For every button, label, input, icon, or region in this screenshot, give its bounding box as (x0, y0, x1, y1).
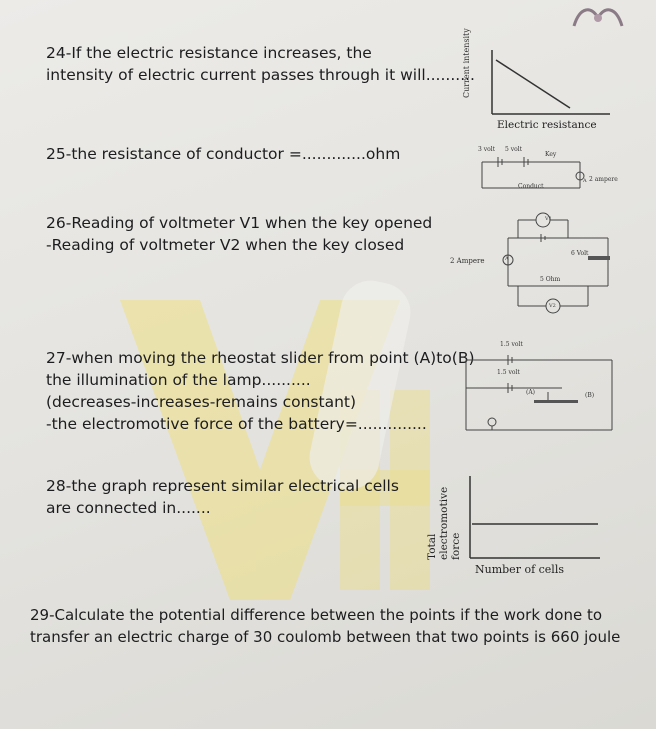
q25-blank: ............. (301, 145, 366, 163)
circuit26-battery: 6 Volt (571, 250, 589, 257)
circuit26-current: 2 Ampere (450, 257, 485, 265)
circuit27-v-inner: 1.5 volt (497, 369, 520, 376)
graph28-xlabel: Number of cells (475, 563, 564, 576)
q27-line4: -the electromotive force of the battery=.............. (46, 415, 427, 433)
circuit27-point-b: (B) (585, 392, 595, 399)
q29-line1: 29-Calculate the potential difference between the points if the work done to (30, 606, 603, 624)
q28-line1: 28-the graph represent similar electrical cells (46, 477, 399, 495)
corner-logo (570, 4, 626, 30)
q27-line1: 27-when moving the rheostat slider from point (A)to(B) (46, 349, 475, 367)
q27-line2: the illumination of the lamp.......... (46, 371, 311, 389)
question-27 (46, 347, 475, 435)
circuit26-resistor: 5 Ohm (540, 276, 561, 283)
graph24-xlabel: Electric resistance (497, 119, 597, 131)
circuit25-key: Key (545, 151, 557, 158)
circuit27-point-a: (A) (526, 389, 536, 396)
question-26 (46, 212, 432, 256)
q27-line3: (decreases-increases-remains constant) (46, 393, 357, 411)
circuit25-current: 2 ampere (589, 176, 618, 183)
question-24 (46, 42, 475, 86)
q25-unit: ohm (365, 145, 401, 163)
question-25 (46, 143, 400, 165)
q26-line2: -Reading of voltmeter V2 when the key closed (46, 236, 405, 254)
q24-line1: 24-If the electric resistance increases, the (46, 44, 372, 62)
circuit27-v-top: 1.5 volt (500, 341, 523, 348)
circuit25-ammeter: A (583, 178, 587, 184)
circuit25-v2: 5 volt (505, 146, 523, 153)
graph24-ylabel: Current intensity (462, 28, 471, 98)
question-28 (46, 475, 399, 519)
q26-line1: 26-Reading of voltmeter V1 when the key opened (46, 214, 433, 232)
q28-line2: are connected in....... (46, 499, 211, 517)
graph-28 (460, 468, 610, 568)
circuit25-v1: 3 volt (478, 146, 496, 153)
graph28-ylabel-line1 (426, 475, 462, 560)
q24-line2: intensity of electric current passes through it will.......... (46, 66, 475, 84)
circuit26-voltmeter2: V2 (549, 303, 556, 309)
question-29 (30, 604, 620, 648)
graph28-ylabel: Total electromotive force (426, 486, 462, 560)
q29-line2: transfer an electric charge of 30 coulomb between that two points is 660 joule (30, 628, 621, 646)
circuit25-conductor: Conduct (518, 183, 544, 190)
circuit26-ammeter: A (505, 256, 509, 262)
circuit26-voltmeter1: V1 (545, 216, 552, 222)
circuit-27 (462, 346, 622, 436)
q25-text: 25-the resistance of conductor = (46, 145, 302, 163)
